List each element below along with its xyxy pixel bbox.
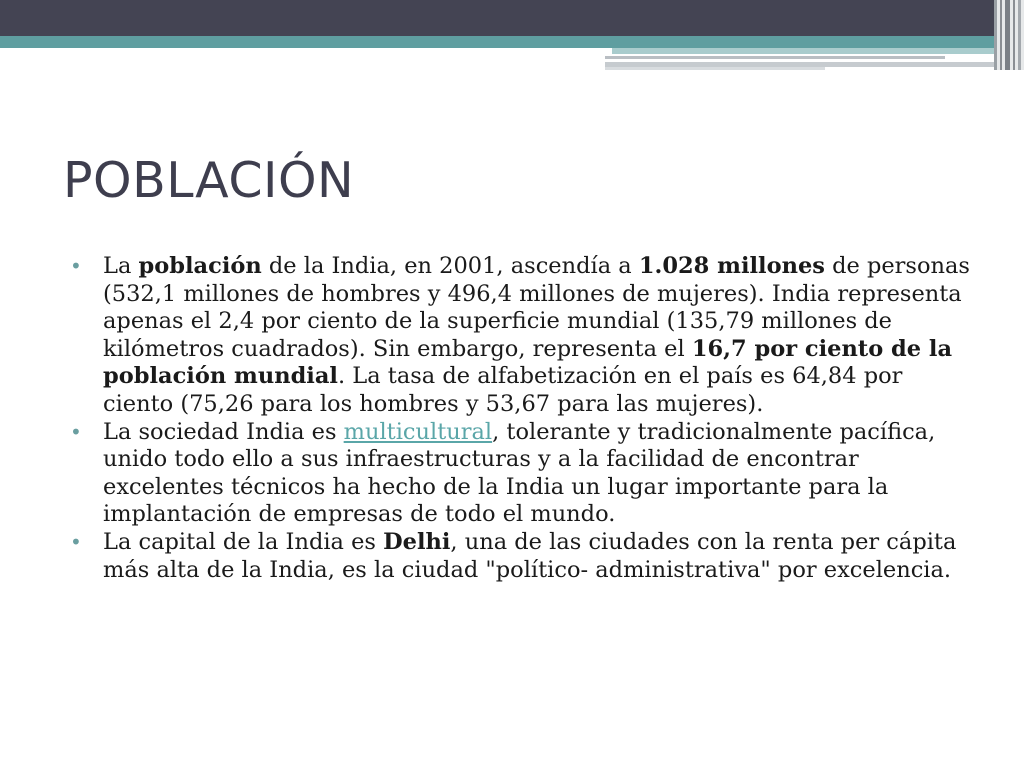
text-run: de la India, en 2001, ascendía a	[261, 253, 639, 279]
vertical-bar	[1005, 0, 1010, 70]
text-run: , una de las ciudades con la renta per cápita más alta de la India, es la ciudad "político- administrativa" por excelencia.	[103, 528, 957, 583]
multicultural-link[interactable]: multicultural	[343, 418, 493, 445]
bullet-sociedad	[70, 419, 970, 529]
text-run: La	[103, 253, 139, 279]
bold-text: 1.028 millones	[638, 253, 825, 279]
header-bar	[0, 0, 1024, 36]
bullet-list	[70, 253, 970, 584]
text-run: . La tasa de alfabetización en el país es 64,84 por ciento (75,26 para los hombres y 53,67 para las mujeres).	[103, 363, 903, 417]
header-stripe-gray	[605, 67, 825, 70]
bold-text: Delhi	[383, 528, 451, 555]
header-stripe-teal	[0, 36, 1000, 48]
header-stripe-teal-light	[612, 48, 1000, 54]
vertical-bar	[994, 0, 997, 70]
text-run: , tolerante y tradicionalmente pacífica, unido todo ello a sus infraestructuras y a la facilidad de encontrar excelentes técnicos ha hecho de la India un lugar importante para la implantación de empresas de todo el mundo.	[103, 418, 936, 528]
vertical-bar	[1000, 0, 1002, 70]
bullet-poblacion	[70, 253, 970, 419]
bold-text: población	[138, 253, 262, 279]
bullet-capital	[70, 529, 970, 584]
text-run: La capital de la India es	[103, 528, 384, 555]
vertical-bar	[1013, 0, 1015, 70]
text-run: de personas (532,1 millones de hombres y 496,4 millones de mujeres). India representa apenas el 2,4 por ciento de la superficie mundial (135,79 millones de kilómetros cuadrados). Sin embargo, representa el	[103, 253, 970, 362]
header-vertical-bars	[994, 0, 1024, 70]
header-stripe-gray	[605, 56, 945, 59]
bold-text: 16,7 por ciento de la población mundial	[103, 335, 953, 390]
text-run: La sociedad India es	[103, 418, 344, 445]
vertical-bar	[1018, 0, 1021, 70]
slide-title: POBLACIÓN	[63, 152, 355, 209]
